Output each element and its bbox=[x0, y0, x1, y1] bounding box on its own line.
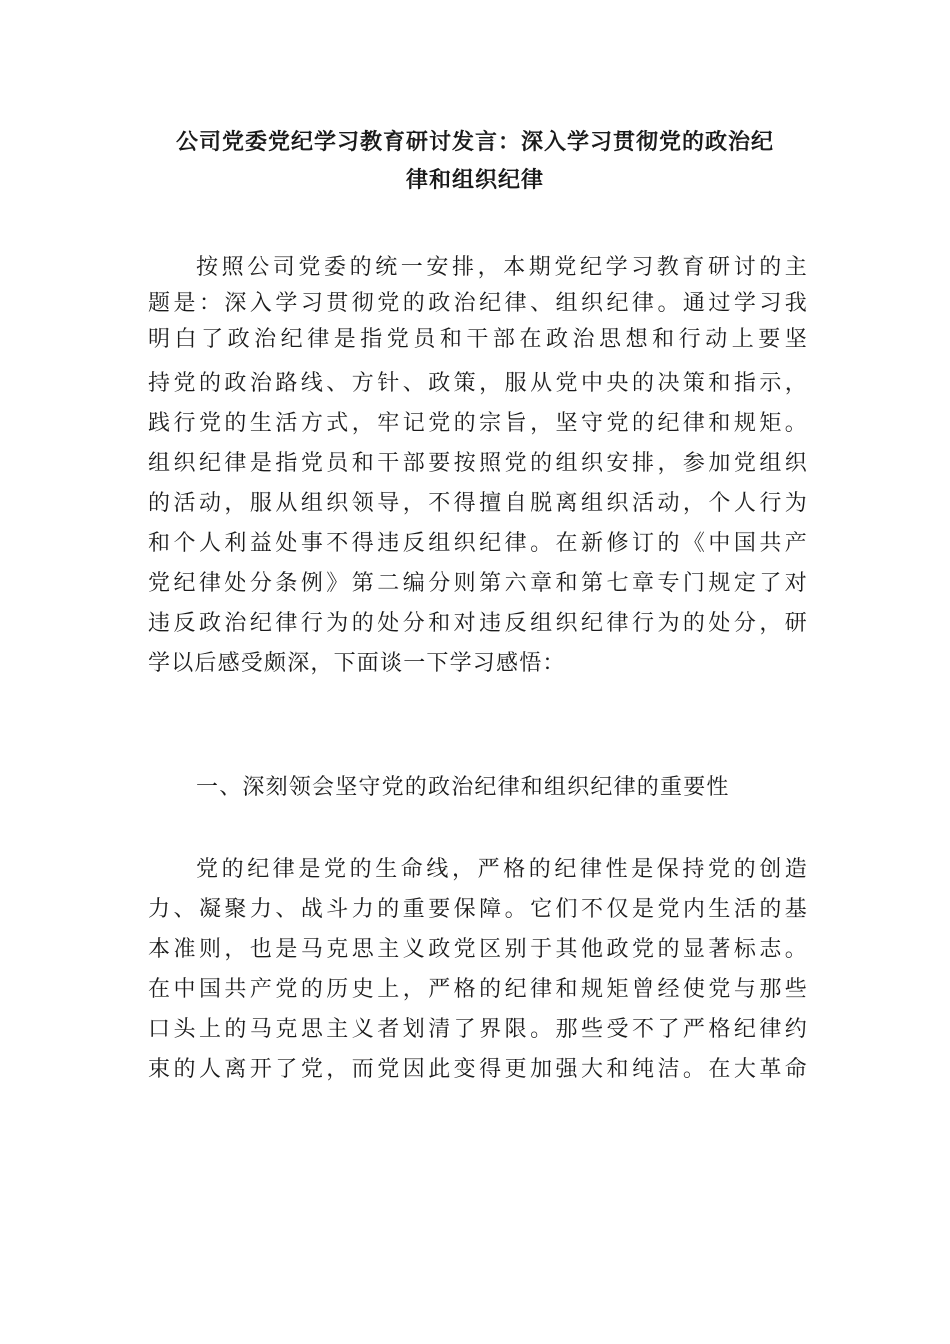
text-line: 束的人离开了党，而党因此变得更加强大和纯洁。在大革命 bbox=[148, 1057, 808, 1082]
text-line: 违反政治纪律行为的处分和对违反组织纪律行为的处分，研 bbox=[148, 611, 808, 636]
text-line: 明白了政治纪律是指党员和干部在政治思想和行动上要坚 bbox=[148, 327, 808, 352]
text-line: 践行党的生活方式，牢记党的宗旨，坚守党的纪律和规矩。 bbox=[148, 411, 808, 436]
text-line: 按照公司党委的统一安排，本期党纪学习教育研讨的主 bbox=[196, 255, 808, 280]
paragraph-intro bbox=[148, 250, 808, 684]
title-line: 公司党委党纪学习教育研讨发言：深入学习贯彻党的政治纪 bbox=[175, 130, 774, 155]
text-line: 在中国共产党的历史上，严格的纪律和规矩曾经使党与那些 bbox=[148, 977, 808, 1002]
text-line: 和个人利益处事不得违反组织纪律。在新修订的《中国共产 bbox=[148, 531, 808, 556]
text-line: 党纪律处分条例》第二编分则第六章和第七章专门规定了对 bbox=[148, 571, 808, 596]
title-line: 律和组织纪律 bbox=[405, 168, 544, 193]
section-heading: 一、深刻领会坚守党的政治纪律和组织纪律的重要性 bbox=[196, 775, 730, 800]
document-title bbox=[130, 124, 820, 200]
text-line: 题是：深入学习贯彻党的政治纪律、组织纪律。通过学习我 bbox=[148, 291, 808, 316]
text-line: 力、凝聚力、战斗力的重要保障。它们不仅是党内生活的基 bbox=[148, 897, 808, 922]
text-line: 本准则，也是马克思主义政党区别于其他政党的显著标志。 bbox=[148, 937, 808, 962]
text-line: 组织纪律是指党员和干部要按照党的组织安排，参加党组织 bbox=[148, 451, 808, 476]
paragraph-section1 bbox=[148, 850, 808, 1090]
text-line: 党的纪律是党的生命线，严格的纪律性是保持党的创造 bbox=[196, 857, 808, 882]
text-line: 口头上的马克思主义者划清了界限。那些受不了严格纪律约 bbox=[148, 1017, 808, 1042]
text-line: 持党的政治路线、方针、政策，服从党中央的决策和指示， bbox=[148, 371, 808, 396]
text-line: 学以后感受颇深，下面谈一下学习感悟： bbox=[148, 651, 566, 676]
text-line: 的活动，服从组织领导，不得擅自脱离组织活动，个人行为 bbox=[148, 491, 808, 516]
